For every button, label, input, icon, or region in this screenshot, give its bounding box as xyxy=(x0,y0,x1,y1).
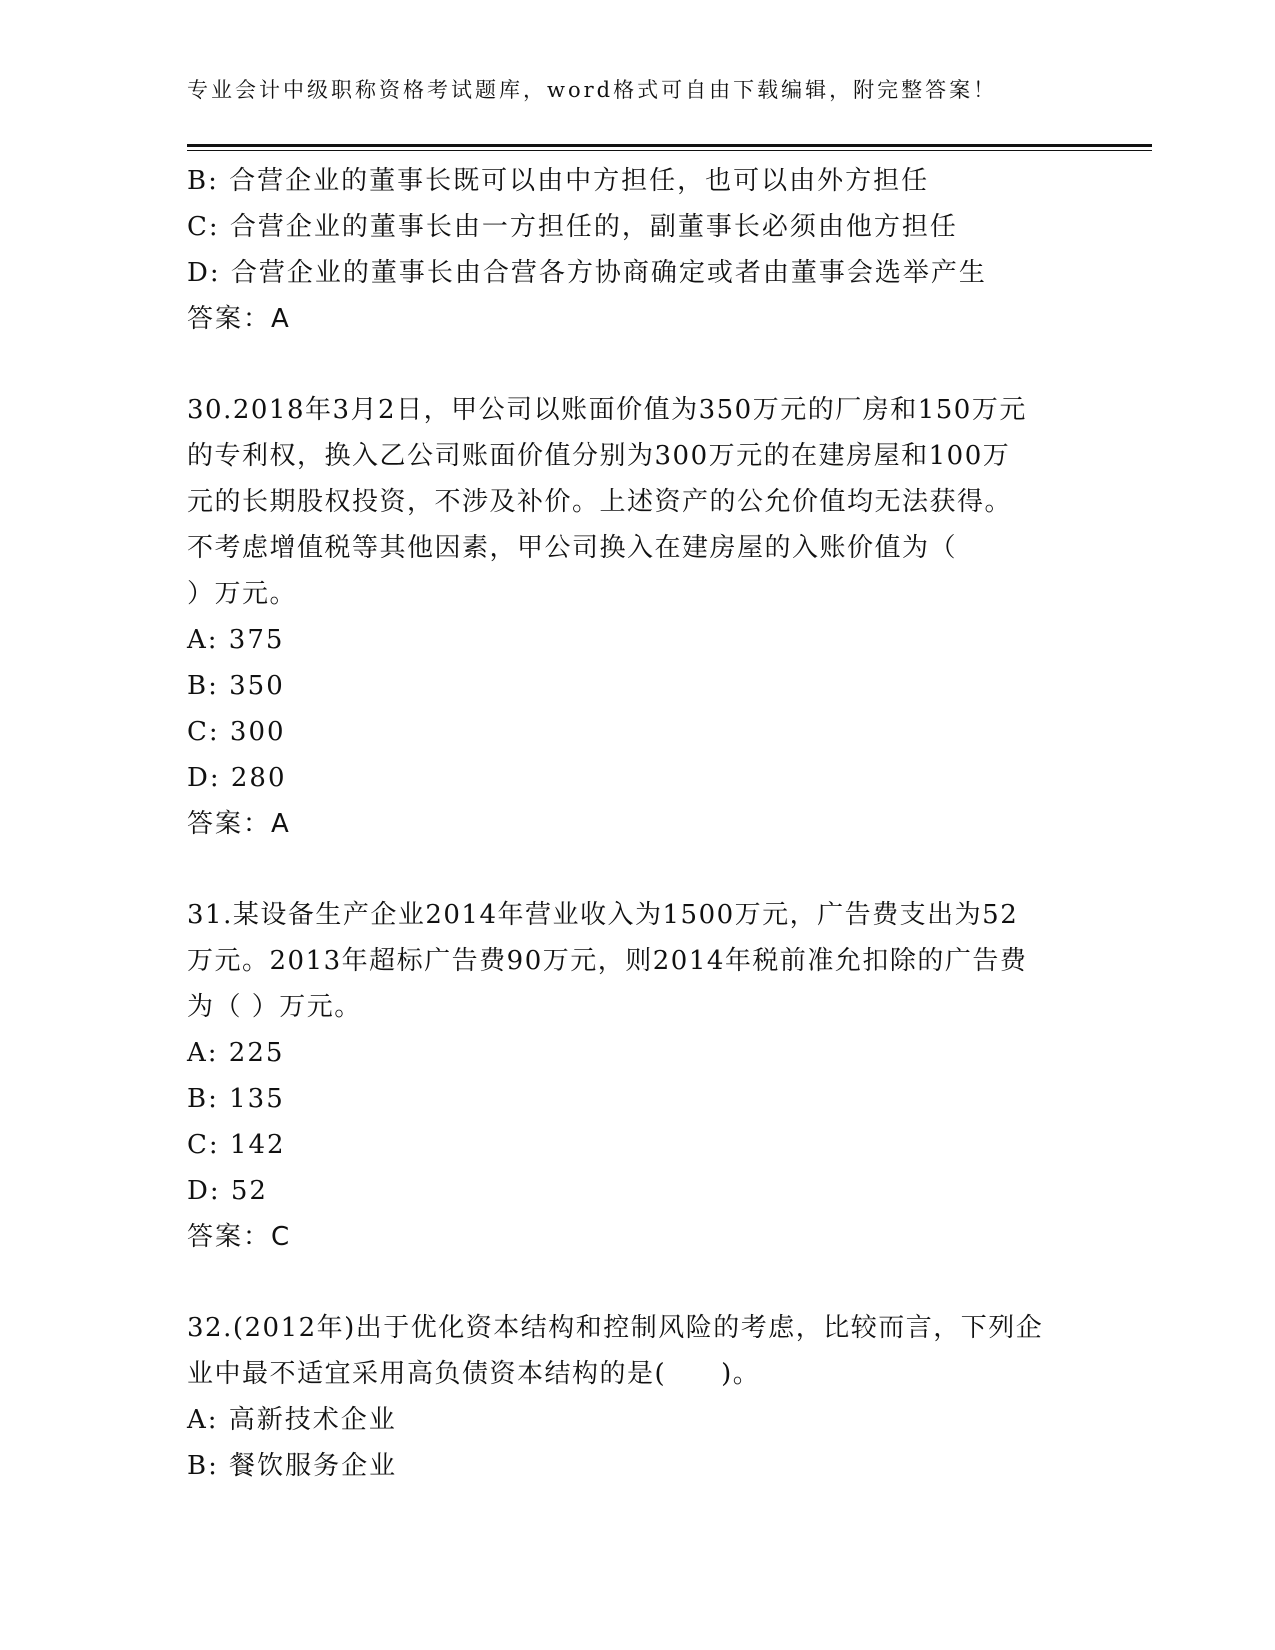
question-text xyxy=(187,1305,1087,1397)
option-b: B: 餐饮服务企业 xyxy=(187,1451,398,1481)
question-line: 不考虑增值税等其他因素，甲公司换入在建房屋的入账价值为（ xyxy=(187,533,958,563)
answer: 答案：C xyxy=(187,1222,292,1252)
question-30 xyxy=(187,387,1087,847)
option-a: A: 高新技术企业 xyxy=(187,1405,397,1435)
document-body xyxy=(187,158,1087,1489)
question-32 xyxy=(187,1305,1087,1489)
option-b: B: 合营企业的董事长既可以由中方担任，也可以由外方担任 xyxy=(187,166,930,196)
question-line: 32.(2012年)出于优化资本结构和控制风险的考虑，比较而言，下列企 xyxy=(187,1313,1044,1343)
question-line: 的专利权，换入乙公司账面价值分别为300万元的在建房屋和100万 xyxy=(187,441,1011,471)
header-rule-thin xyxy=(187,150,1152,151)
option-c: C: 300 xyxy=(187,717,286,747)
answer: 答案：A xyxy=(187,304,291,334)
option-d: D: 合营企业的董事长由合营各方协商确定或者由董事会选举产生 xyxy=(187,258,987,288)
question-31 xyxy=(187,892,1087,1260)
option-c: C: 合营企业的董事长由一方担任的，副董事长必须由他方担任 xyxy=(187,212,958,242)
question-line: 业中最不适宜采用高负债资本结构的是( )。 xyxy=(187,1359,761,1389)
page-header: 专业会计中级职称资格考试题库，word格式可自由下载编辑，附完整答案！ xyxy=(187,78,998,102)
option-d: D: 280 xyxy=(187,763,287,793)
question-text xyxy=(187,892,1087,1030)
question-line: 30.2018年3月2日，甲公司以账面价值为350万元的厂房和150万元 xyxy=(187,395,1027,425)
question-line: 31.某设备生产企业2014年营业收入为1500万元，广告费支出为52 xyxy=(187,900,1019,930)
option-c: C: 142 xyxy=(187,1130,286,1160)
option-d: D: 52 xyxy=(187,1176,268,1206)
question-29 xyxy=(187,158,1087,342)
header-rule-thick xyxy=(187,144,1152,147)
answer: 答案：A xyxy=(187,809,291,839)
option-a: A: 375 xyxy=(187,625,285,655)
question-line: ）万元。 xyxy=(187,579,298,609)
question-line: 元的长期股权投资，不涉及补价。上述资产的公允价值均无法获得。 xyxy=(187,487,1013,517)
question-line: 万元。2013年超标广告费90万元，则2014年税前准允扣除的广告费 xyxy=(187,946,1028,976)
question-line: 为（ ）万元。 xyxy=(187,992,362,1022)
option-b: B: 350 xyxy=(187,671,285,701)
option-a: A: 225 xyxy=(187,1038,285,1068)
question-text xyxy=(187,387,1087,617)
option-b: B: 135 xyxy=(187,1084,285,1114)
